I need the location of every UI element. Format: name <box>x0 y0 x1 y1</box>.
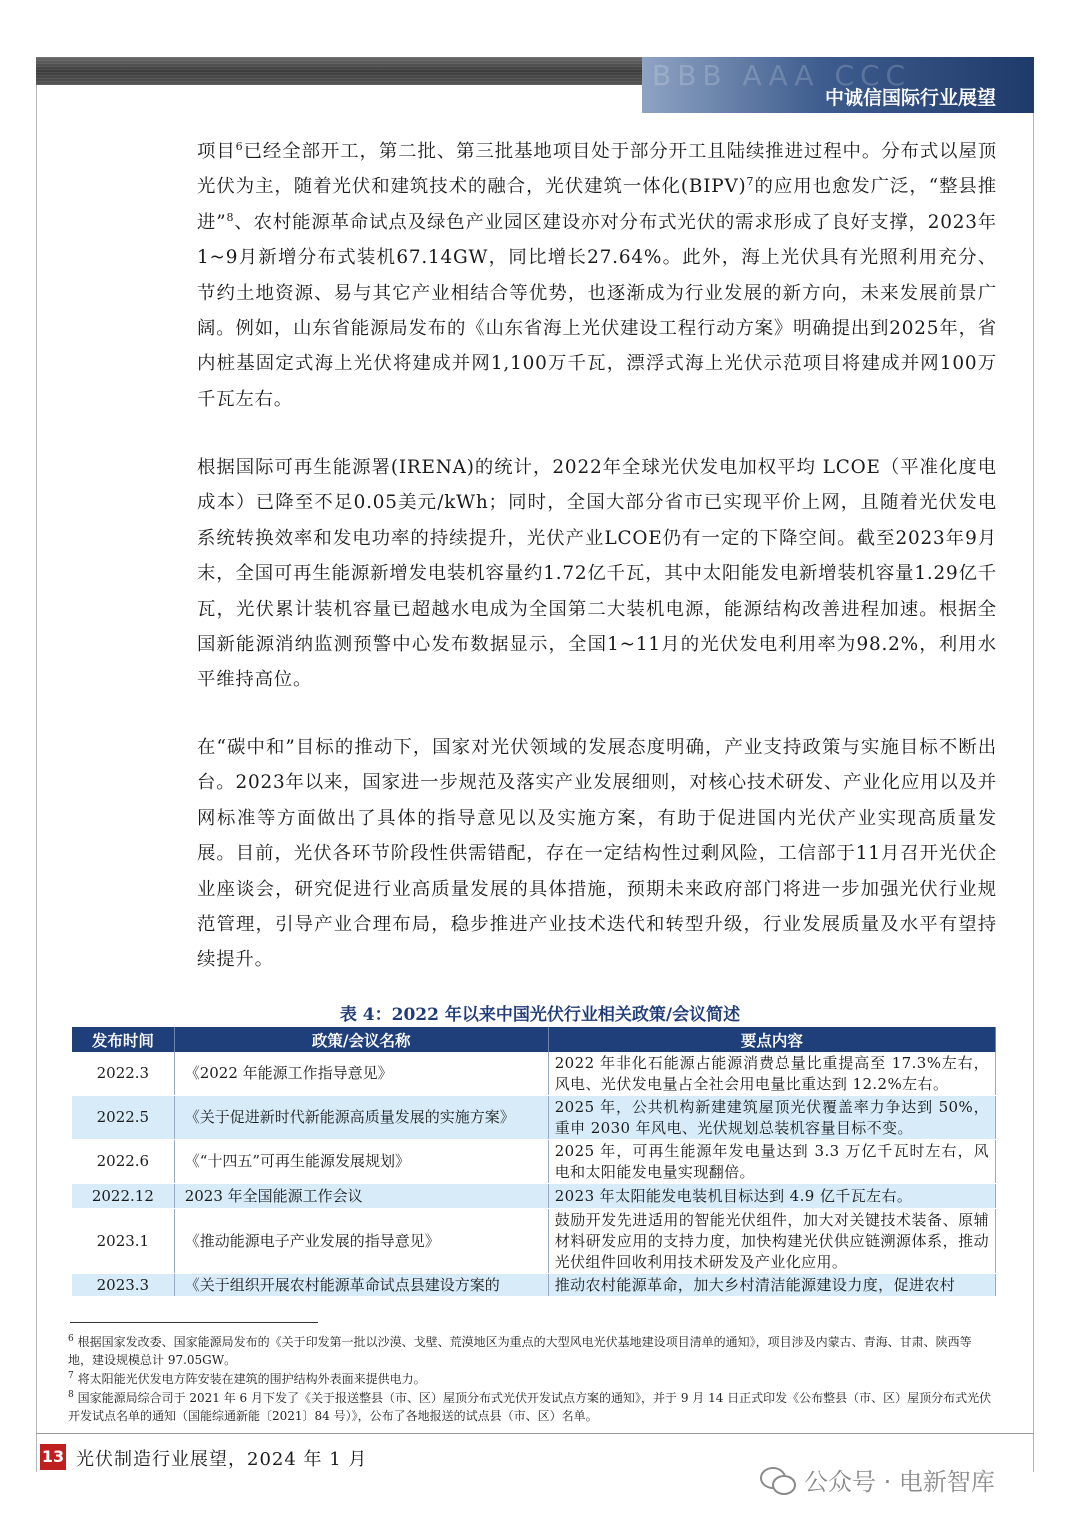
footnote-ref-6[interactable]: 6 <box>235 139 244 153</box>
table-cell-date: 2022.5 <box>72 1096 174 1140</box>
paragraph-1-text-d: 、农村能源革命试点及绿色产业园区建设亦对分布式光伏的需求形成了良好支撑，2023年1~9月新增分布式装机67.14GW，同比增长27.64%。此外，海上光伏具有光照利用充分、节约土地资源、易与其它产业相结合等优势，也逐渐成为行业发展的新方向，未来发展前景广阔。例如，山东省能源局发布的《山东省海上光伏建设工程行动方案》明确提出到2025年，省内桩基固定式海上光伏将建成并网1,100万千瓦，漂浮式海上光伏示范项目将建成并网100万千瓦左右。 <box>197 211 997 410</box>
table-header-date: 发布时间 <box>72 1027 174 1052</box>
table-row <box>72 1209 996 1274</box>
table-header-name: 政策/会议名称 <box>174 1027 548 1052</box>
table-row <box>72 1184 996 1209</box>
table-cell-date: 2022.3 <box>72 1052 174 1096</box>
table-cell-name: 《“十四五”可再生能源发展规划》 <box>174 1140 548 1184</box>
wechat-icon <box>760 1467 794 1493</box>
right-margin-rule <box>1033 113 1034 1472</box>
table-row <box>72 1052 996 1096</box>
table-header-points: 要点内容 <box>548 1027 995 1052</box>
paragraph-2: 根据国际可再生能源署(IRENA)的统计，2022年全球光伏发电加权平均 LCOE（平准化度电成本）已降至不足0.05美元/kWh；同时，全国大部分省市已实现平价上网，且随着光伏发电系统转换效率和发电功率的持续提升，光伏产业LCOE仍有一定的下降空间。截至2023年9月末，全国可再生能源新增发电装机容量约1.72亿千瓦，其中太阳能发电新增装机容量1.29亿千瓦，光伏累计装机容量已超越水电成为全国第二大装机电源，能源结构改善进程加速。根据全国新能源消纳监测预警中心发布数据显示，全国1~11月的光伏发电利用率为98.2%，利用水平维持高位。 <box>197 457 997 691</box>
footnote-ref-7[interactable]: 7 <box>746 175 755 189</box>
paragraph-1-text-c: 的应用也愈发广泛，“整县推进” <box>197 176 997 233</box>
policy-table <box>72 1027 996 1297</box>
paragraph-1-text-b: 已经全部开工，第二批、第三批基地项目处于部分开工且陆续推进过程中。分布式以屋顶光伏为主，随着光伏和建筑技术的融合，光伏建筑一体化(BIPV) <box>197 141 998 198</box>
footnote-text: 将太阳能光伏发电方阵安装在建筑的围护结构外表面来提供电力。 <box>77 1372 426 1386</box>
footnote-text: 国家能源局综合司于 2021 年 6 月下发了《关于报送整县（市、区）屋顶分布式光伏开发试点方案的通知》，并于 9 月 14 日正式印发《公布整县（市、区）屋顶分布式光伏开发试点名单的通知（国能综通新能〔2021〕84 号）》，公布了各地报送的试点县（市、区）名单。 <box>68 1391 992 1423</box>
table-title: 表 4：2022 年以来中国光伏行业相关政策/会议简述 <box>339 1005 741 1025</box>
footer-rule <box>36 1433 1034 1434</box>
header-stripes <box>36 57 642 85</box>
banner-decoration: BBB AAA CCC <box>652 59 912 92</box>
footnote-number: 8 <box>68 1390 74 1400</box>
table-cell-points: 2022 年非化石能源占能源消费总量比重提高至 17.3%左右，风电、光伏发电量占全社会用电量比重达到 12.2%左右。 <box>548 1052 995 1096</box>
table-row <box>72 1140 996 1184</box>
table-cell-points: 2023 年太阳能发电装机目标达到 4.9 亿千瓦左右。 <box>548 1184 995 1209</box>
footnote-6 <box>68 1330 993 1369</box>
table-cell-date: 2022.12 <box>72 1184 174 1209</box>
table-cell-date: 2023.1 <box>72 1209 174 1274</box>
paragraph-1 <box>197 134 997 417</box>
watermark-text: 公众号 · 电新智库 <box>804 1468 995 1496</box>
footnote-number: 6 <box>68 1334 74 1344</box>
table-cell-points: 2025 年，可再生能源年发电量达到 3.3 万亿千瓦时左右，风电和太阳能发电量实现翻倍。 <box>548 1140 995 1184</box>
header-banner <box>642 57 1034 113</box>
table-row <box>72 1274 996 1297</box>
paragraph-1-text-a: 项目 <box>197 141 236 162</box>
footnote-rule <box>70 1322 318 1323</box>
table-cell-points: 推动农村能源革命，加大乡村清洁能源建设力度，促进农村 <box>548 1274 995 1297</box>
watermark <box>760 1462 995 1497</box>
table-cell-date: 2023.3 <box>72 1274 174 1297</box>
table-cell-points: 2025 年，公共机构新建建筑屋顶光伏覆盖率力争达到 50%，重申 2030 年风电、光伏规划总装机容量目标不变。 <box>548 1096 995 1140</box>
footnote-text: 根据国家发改委、国家能源局发布的《关于印发第一批以沙漠、戈壁、荒漠地区为重点的大型风电光伏基地建设项目清单的通知》，项目涉及内蒙古、青海、甘肃、陕西等地，建设规模总计 97.05GW。 <box>68 1335 972 1367</box>
table-cell-name: 2023 年全国能源工作会议 <box>174 1184 548 1209</box>
table-cell-name: 《推动能源电子产业发展的指导意见》 <box>174 1209 548 1274</box>
header-title: 中诚信国际行业展望 <box>824 87 996 109</box>
table-cell-name: 《2022 年能源工作指导意见》 <box>174 1052 548 1096</box>
table-header-row <box>72 1027 996 1052</box>
table-row <box>72 1096 996 1140</box>
footnote-8 <box>68 1386 993 1425</box>
table-cell-date: 2022.6 <box>72 1140 174 1184</box>
footnote-number: 7 <box>68 1371 74 1381</box>
left-margin-rule <box>36 85 37 1472</box>
table-cell-name: 《关于促进新时代新能源高质量发展的实施方案》 <box>174 1096 548 1140</box>
table-cell-name: 《关于组织开展农村能源革命试点县建设方案的 <box>174 1274 548 1297</box>
footnote-ref-8[interactable]: 8 <box>226 210 235 224</box>
footnote-7 <box>68 1367 993 1388</box>
table-cell-points: 鼓励开发先进适用的智能光伏组件，加大对关键技术装备、原辅材料研发应用的支持力度，加快构建光伏供应链溯源体系，推动光伏组件回收利用技术研发及产业化应用。 <box>548 1209 995 1274</box>
paragraph-3: 在“碳中和”目标的推动下，国家对光伏领域的发展态度明确，产业支持政策与实施目标不断出台。2023年以来，国家进一步规范及落实产业发展细则，对核心技术研发、产业化应用以及并网标准等方面做出了具体的指导意见以及实施方案，有助于促进国内光伏产业实现高质量发展。目前，光伏各环节阶段性供需错配，存在一定结构性过剩风险，工信部于11月召开光伏企业座谈会，研究促进行业高质量发展的具体措施，预期未来政府部门将进一步加强光伏行业规范管理，引导产业合理布局，稳步推进产业技术迭代和转型升级，行业发展质量及水平有望持续提升。 <box>197 737 997 971</box>
page-number: 13 <box>40 1444 66 1470</box>
footer-text: 光伏制造行业展望，2024 年 1 月 <box>76 1449 368 1470</box>
